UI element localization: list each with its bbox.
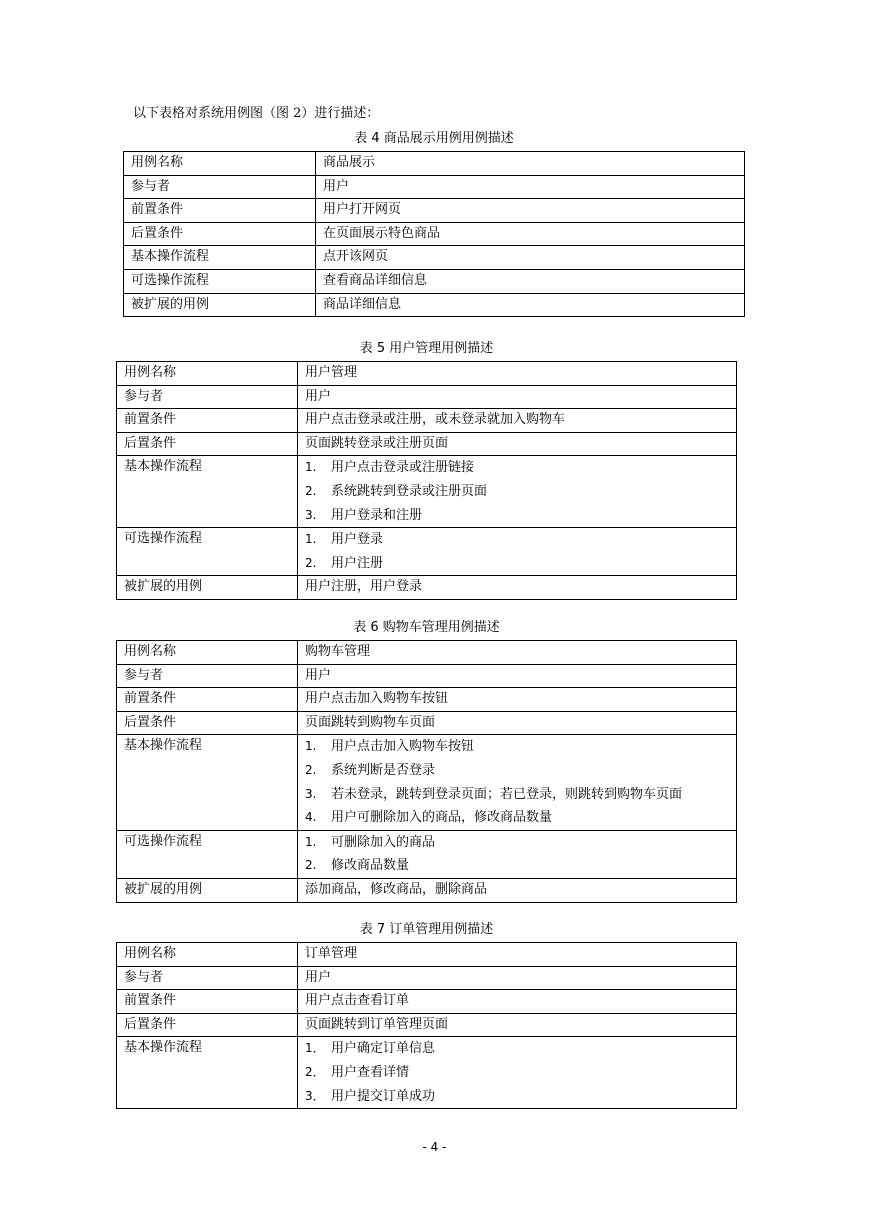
- step-number: 1.: [305, 739, 317, 754]
- row-label: 用例名称: [117, 943, 298, 967]
- step-number: 2.: [305, 483, 317, 498]
- row-value: 商品详细信息: [316, 293, 745, 317]
- row-label: 可选操作流程: [117, 528, 298, 576]
- table-row: [124, 269, 745, 293]
- row-label: 前置条件: [117, 688, 298, 712]
- row-value: 在页面展示特色商品: [316, 222, 745, 246]
- table-caption: 表 5 用户管理用例描述: [359, 341, 494, 356]
- table-row: [117, 943, 737, 967]
- step-item: [305, 552, 736, 576]
- table-row: [117, 830, 737, 878]
- row-label: 用例名称: [117, 362, 298, 386]
- row-value: 查看商品详细信息: [316, 269, 745, 293]
- row-value: 页面跳转到订单管理页面: [298, 1013, 737, 1037]
- table-row: [117, 664, 737, 688]
- step-item: [305, 759, 736, 783]
- row-value: 购物车管理: [298, 641, 737, 665]
- row-value: [298, 528, 737, 576]
- step-text: 修改商品数量: [331, 858, 410, 874]
- row-value: 订单管理: [298, 943, 737, 967]
- step-item: [305, 480, 736, 504]
- step-number: 2.: [305, 555, 317, 570]
- table-row: [117, 576, 737, 600]
- table-row: [117, 1037, 737, 1109]
- step-item: [305, 735, 736, 759]
- step-text: 用户登录: [331, 532, 384, 548]
- row-value: 用户点击登录或注册，或未登录就加入购物车: [298, 409, 737, 433]
- step-text: 用户点击登录或注册链接: [331, 460, 475, 476]
- table-row: [117, 878, 737, 902]
- step-text: 用户登录和注册: [331, 507, 423, 523]
- step-list: [305, 735, 736, 829]
- row-value: 用户: [316, 175, 745, 199]
- table-row: [117, 528, 737, 576]
- row-label: 基本操作流程: [117, 735, 298, 830]
- table-row: [117, 735, 737, 830]
- row-value: 用户点击查看订单: [298, 990, 737, 1014]
- step-list: [305, 456, 736, 527]
- step-text: 系统判断是否登录: [331, 762, 436, 778]
- step-number: 4.: [305, 810, 317, 825]
- row-label: 用例名称: [124, 152, 316, 176]
- table-row: [124, 175, 745, 199]
- row-label: 可选操作流程: [117, 830, 298, 878]
- row-label: 可选操作流程: [124, 269, 316, 293]
- row-label: 前置条件: [124, 199, 316, 223]
- table-row: [117, 362, 737, 386]
- step-item: [305, 854, 736, 878]
- row-label: 基本操作流程: [124, 246, 316, 270]
- table-row: [117, 688, 737, 712]
- table-row: [117, 711, 737, 735]
- step-text: 系统跳转到登录或注册页面: [331, 483, 488, 499]
- row-value: 用户: [298, 664, 737, 688]
- row-value: 添加商品，修改商品，删除商品: [298, 878, 737, 902]
- use-case-table: [123, 151, 745, 317]
- row-value: 页面跳转登录或注册页面: [298, 432, 737, 456]
- use-case-table: [116, 361, 737, 600]
- row-label: 被扩展的用例: [117, 576, 298, 600]
- row-value: [298, 830, 737, 878]
- table-row: [117, 409, 737, 433]
- table-row: [117, 456, 737, 528]
- row-label: 后置条件: [124, 222, 316, 246]
- table-row: [117, 432, 737, 456]
- row-value: 商品展示: [316, 152, 745, 176]
- table-row: [117, 641, 737, 665]
- step-list: [305, 528, 736, 575]
- step-text: 用户确定订单信息: [331, 1041, 436, 1057]
- table-caption: 表 6 购物车管理用例描述: [353, 620, 500, 635]
- row-value: [298, 735, 737, 830]
- table-row: [117, 990, 737, 1014]
- use-case-table: [116, 640, 737, 903]
- row-label: 后置条件: [117, 432, 298, 456]
- step-text: 用户可删除加入的商品，修改商品数量: [331, 810, 553, 826]
- row-value: 用户管理: [298, 362, 737, 386]
- step-number: 1.: [305, 460, 317, 475]
- table-row: [124, 222, 745, 246]
- table-row: [117, 385, 737, 409]
- row-value: 用户点击加入购物车按钮: [298, 688, 737, 712]
- step-number: 1．: [305, 1041, 325, 1056]
- step-item: [305, 1037, 736, 1061]
- step-item: [305, 831, 736, 855]
- step-item: [305, 456, 736, 480]
- row-label: 参与者: [117, 664, 298, 688]
- table-row: [124, 199, 745, 223]
- table-caption: 表 4 商品展示用例用例描述: [354, 131, 514, 146]
- row-value: 页面跳转到购物车页面: [298, 711, 737, 735]
- row-label: 参与者: [117, 385, 298, 409]
- step-text: 用户查看详情: [331, 1064, 410, 1080]
- row-value: 用户: [298, 385, 737, 409]
- table-row: [124, 246, 745, 270]
- row-label: 参与者: [117, 966, 298, 990]
- step-item: [305, 528, 736, 552]
- step-number: 3.: [305, 786, 317, 801]
- step-number: 1.: [305, 532, 317, 547]
- row-value: 用户注册，用户登录: [298, 576, 737, 600]
- step-number: 2.: [305, 858, 317, 873]
- step-number: 3．: [305, 1088, 325, 1103]
- row-label: 前置条件: [117, 990, 298, 1014]
- row-label: 后置条件: [117, 711, 298, 735]
- row-value: [298, 1037, 737, 1109]
- step-item: [305, 504, 736, 528]
- step-number: 1.: [305, 834, 317, 849]
- step-item: [305, 1061, 736, 1085]
- table-row: [117, 1013, 737, 1037]
- row-label: 后置条件: [117, 1013, 298, 1037]
- step-list: [305, 831, 736, 878]
- table-row: [124, 293, 745, 317]
- step-text: 用户注册: [331, 555, 384, 571]
- table-row: [124, 152, 745, 176]
- step-number: 2．: [305, 1064, 325, 1079]
- row-label: 参与者: [124, 175, 316, 199]
- step-list: [305, 1037, 736, 1108]
- step-text: 用户提交订单成功: [331, 1088, 436, 1104]
- step-item: [305, 1085, 736, 1109]
- row-value: 用户打开网页: [316, 199, 745, 223]
- step-text: 若未登录，跳转到登录页面；若已登录，则跳转到购物车页面: [331, 786, 683, 802]
- row-label: 基本操作流程: [117, 456, 298, 528]
- use-case-table: [116, 942, 737, 1109]
- row-label: 基本操作流程: [117, 1037, 298, 1109]
- step-item: [305, 783, 736, 807]
- row-value: [298, 456, 737, 528]
- page-number: - 4 -: [422, 1140, 447, 1154]
- table-caption: 表 7 订单管理用例描述: [359, 922, 494, 937]
- row-value: 用户: [298, 966, 737, 990]
- step-text: 用户点击加入购物车按钮: [331, 739, 475, 755]
- step-number: 2.: [305, 762, 317, 777]
- row-label: 前置条件: [117, 409, 298, 433]
- row-label: 被扩展的用例: [124, 293, 316, 317]
- table-row: [117, 966, 737, 990]
- step-item: [305, 806, 736, 830]
- row-label: 被扩展的用例: [117, 878, 298, 902]
- step-number: 3.: [305, 507, 317, 522]
- step-text: 可删除加入的商品: [331, 834, 436, 850]
- row-value: 点开该网页: [316, 246, 745, 270]
- row-label: 用例名称: [117, 641, 298, 665]
- intro-paragraph: 以下表格对系统用例图（图 2）进行描述：: [133, 106, 380, 121]
